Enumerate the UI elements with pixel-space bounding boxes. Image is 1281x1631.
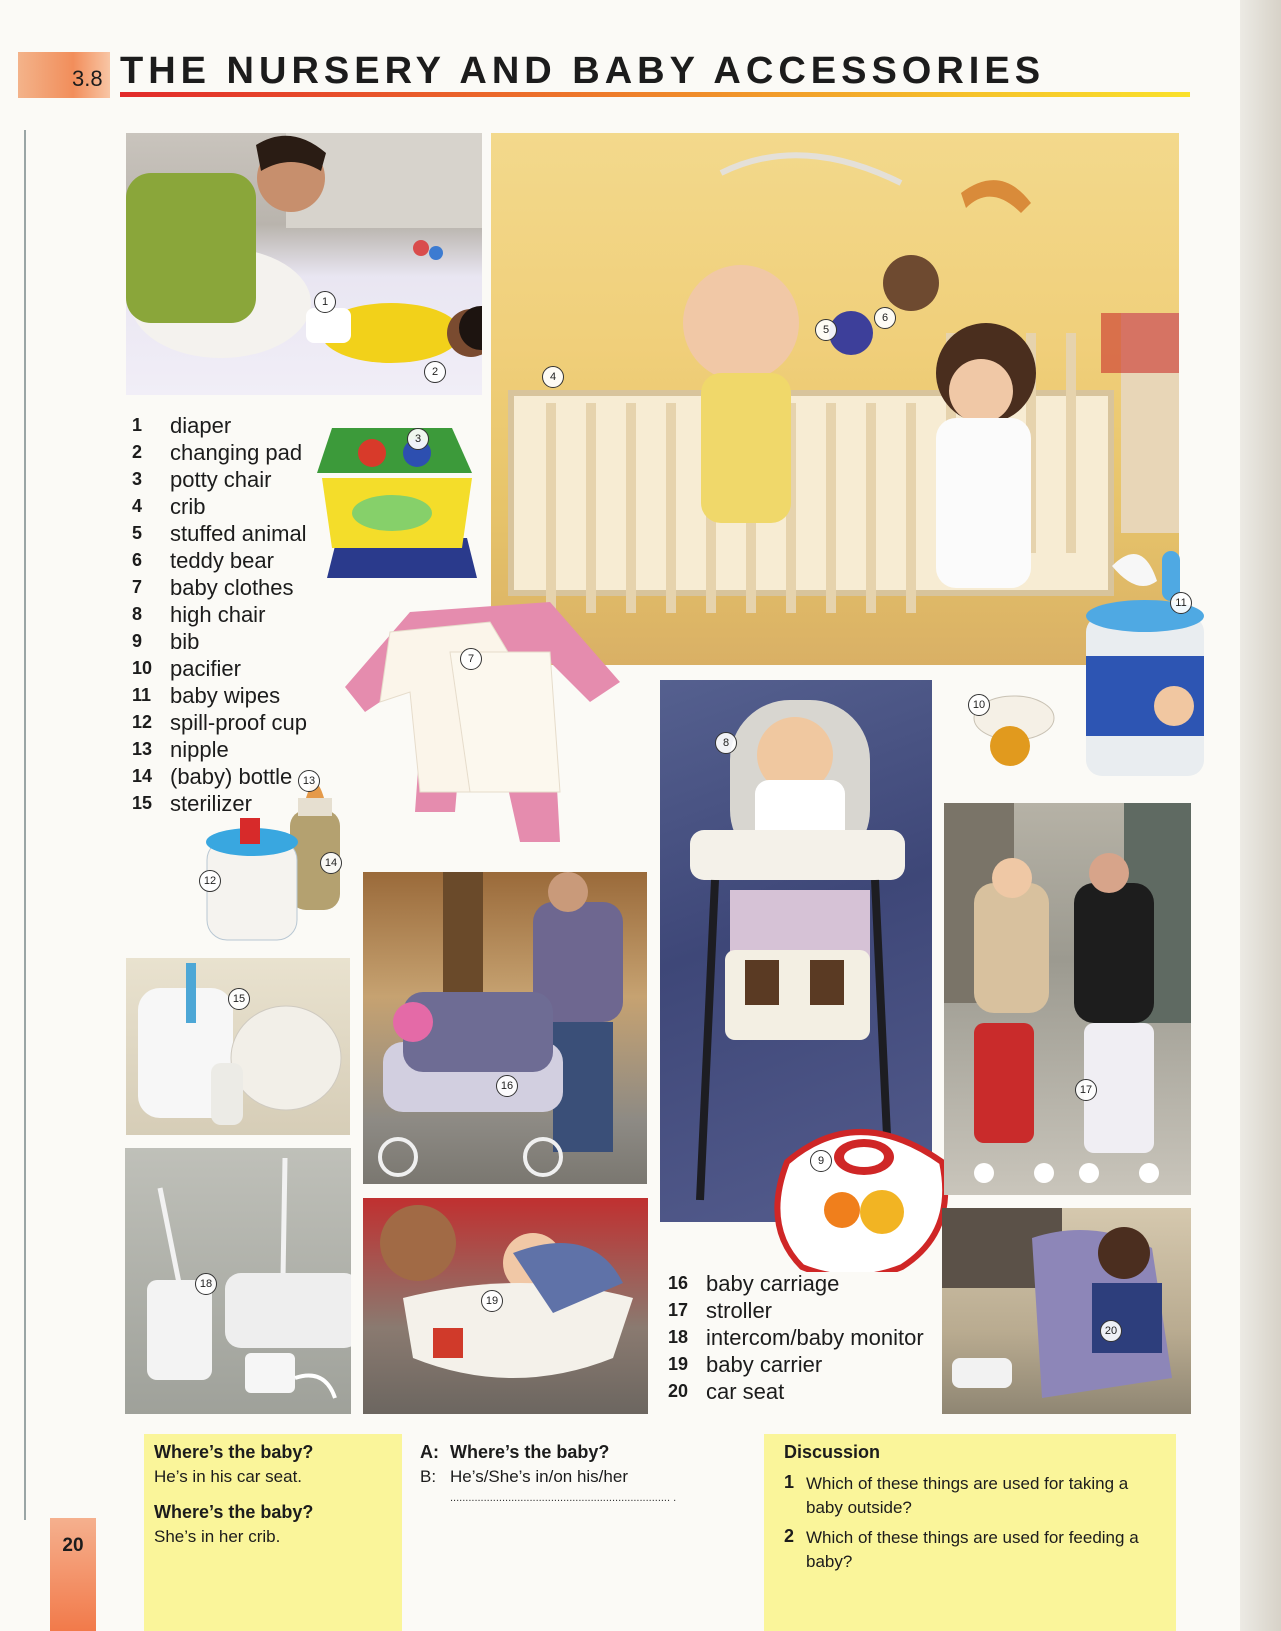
baby-wipes-illustration (1082, 546, 1207, 781)
stroller-illustration (944, 803, 1191, 1195)
tag-12: 12 (199, 870, 221, 892)
vocab-num: 4 (132, 496, 143, 516)
tag-14: 14 (320, 852, 342, 874)
tag-15: 15 (228, 988, 250, 1010)
discussion-item-num: 2 (784, 1526, 795, 1546)
vocab-num: 7 (132, 577, 143, 597)
vocab-num: 5 (132, 523, 143, 543)
vocab-label: diaper (170, 412, 232, 438)
vocab-label: stroller (706, 1297, 773, 1323)
model-answer-2: She’s in her crib. (154, 1527, 281, 1546)
vocab-item (668, 1270, 924, 1297)
model-question-2: Where’s the baby? (154, 1502, 314, 1522)
sterilizer-illustration (126, 958, 350, 1135)
page-edge-shadow (1240, 0, 1281, 1631)
vocab-item (668, 1324, 924, 1351)
vocab-num: 12 (132, 712, 153, 732)
vocab-item (132, 709, 307, 736)
tag-10: 10 (968, 694, 990, 716)
vocab-item (132, 493, 307, 520)
vocab-label: baby clothes (170, 574, 294, 600)
vocab-item (132, 682, 307, 709)
photo-stroller (944, 803, 1191, 1195)
discussion-item-text: Which of these things are used for taking a baby outside? (806, 1474, 1129, 1517)
vocab-item (668, 1351, 924, 1378)
vocab-item (668, 1378, 924, 1405)
vocab-item (132, 547, 307, 574)
vocab-label: (baby) bottle (170, 763, 293, 789)
photo-baby-carriage (363, 872, 647, 1184)
vocab-num: 17 (668, 1300, 689, 1320)
speaker-a-label: A: (420, 1442, 439, 1462)
photo-cup-bottle (182, 770, 354, 945)
vocab-item (132, 466, 307, 493)
vocab-label: intercom/baby monitor (706, 1324, 924, 1350)
baby-carriage-illustration (363, 872, 647, 1184)
vocab-label: baby carriage (706, 1270, 840, 1296)
tag-11: 11 (1170, 592, 1192, 614)
tag-6: 6 (874, 307, 896, 329)
vocab-list-left (132, 412, 307, 817)
vocab-item (132, 520, 307, 547)
photo-changing-diaper (126, 133, 482, 395)
left-margin-rule (24, 130, 26, 1520)
tag-2: 2 (424, 361, 446, 383)
vocab-item (132, 736, 307, 763)
tag-4: 4 (542, 366, 564, 388)
vocab-num: 14 (132, 766, 153, 786)
baby-clothes-illustration (330, 592, 640, 860)
answer-blank: ........................................................................ . (450, 1492, 677, 1504)
page-number: 20 (62, 1535, 84, 1556)
discussion-title: Discussion (784, 1442, 881, 1462)
vocab-num: 16 (668, 1273, 689, 1293)
tag-7: 7 (460, 648, 482, 670)
photo-baby-monitor (125, 1148, 351, 1414)
vocab-num: 11 (132, 685, 152, 705)
baby-monitor-illustration (125, 1148, 351, 1414)
page-title: THE NURSERY AND BABY ACCESSORIES (120, 50, 1046, 92)
vocab-item (132, 439, 307, 466)
car-seat-illustration (942, 1208, 1191, 1414)
tag-17: 17 (1075, 1079, 1097, 1101)
photo-baby-carrier (363, 1198, 648, 1414)
photo-baby-wipes (1082, 546, 1207, 781)
photo-crib (491, 133, 1179, 665)
vocab-num: 13 (132, 739, 153, 759)
title-underline (120, 92, 1190, 97)
vocab-item (132, 628, 307, 655)
practice-dialogue (420, 1442, 750, 1522)
vocab-item (132, 655, 307, 682)
vocab-item (132, 601, 307, 628)
vocab-label: crib (170, 493, 206, 519)
vocab-num: 9 (132, 631, 143, 651)
vocab-label: high chair (170, 601, 266, 627)
vocab-label: baby carrier (706, 1351, 823, 1377)
vocab-num: 2 (132, 442, 143, 462)
vocab-label: stuffed animal (170, 520, 307, 546)
vocab-list-right (668, 1270, 924, 1405)
tag-19: 19 (481, 1290, 503, 1312)
section-number: 3.8 (72, 66, 103, 91)
vocab-label: spill-proof cup (170, 709, 307, 735)
vocab-num: 18 (668, 1327, 689, 1347)
vocab-num: 19 (668, 1354, 689, 1374)
vocab-num: 20 (668, 1381, 689, 1401)
vocab-num: 8 (132, 604, 143, 624)
potty-chair-illustration (312, 418, 488, 598)
tag-13: 13 (298, 770, 320, 792)
model-answer-1: He’s in his car seat. (154, 1467, 303, 1486)
tag-20: 20 (1100, 1320, 1122, 1342)
vocab-num: 15 (132, 793, 153, 813)
tag-16: 16 (496, 1075, 518, 1097)
discussion-item-text: Which of these things are used for feeding a baby? (806, 1528, 1139, 1571)
speaker-b-label: B: (420, 1467, 437, 1486)
tag-3: 3 (407, 428, 429, 450)
photo-baby-clothes (330, 592, 640, 860)
speaker-b-line: He’s/She’s in/on his/her (450, 1467, 628, 1486)
vocab-num: 3 (132, 469, 143, 489)
model-conversation-box (144, 1434, 402, 1631)
photo-car-seat (942, 1208, 1191, 1414)
tag-1: 1 (314, 291, 336, 313)
photo-sterilizer (126, 958, 350, 1135)
model-question-1: Where’s the baby? (154, 1442, 314, 1462)
vocab-label: car seat (706, 1378, 785, 1404)
vocab-label: pacifier (170, 655, 241, 681)
vocab-label: bib (170, 628, 200, 654)
bib-illustration (772, 1122, 952, 1272)
discussion-box (764, 1434, 1176, 1631)
vocab-label: potty chair (170, 466, 272, 492)
crib-illustration (491, 133, 1179, 665)
tag-5: 5 (815, 319, 837, 341)
photo-bib (772, 1122, 952, 1272)
photo-pacifier (962, 688, 1066, 772)
vocab-item (132, 574, 307, 601)
vocab-num: 6 (132, 550, 143, 570)
speaker-a-line: Where’s the baby? (450, 1442, 610, 1462)
diaper-illustration (126, 133, 482, 395)
discussion-item-num: 1 (784, 1472, 795, 1492)
vocab-label: teddy bear (170, 547, 274, 573)
vocab-label: changing pad (170, 439, 303, 465)
vocab-label: sterilizer (170, 790, 252, 816)
vocab-num: 1 (132, 415, 143, 435)
tag-8: 8 (715, 732, 737, 754)
vocab-num: 10 (132, 658, 153, 678)
photo-potty-chair (312, 418, 488, 598)
baby-carrier-illustration (363, 1198, 648, 1414)
vocab-item (132, 412, 307, 439)
tag-9: 9 (810, 1150, 832, 1172)
vocab-item (668, 1297, 924, 1324)
vocab-label: nipple (170, 736, 229, 762)
tag-18: 18 (195, 1273, 217, 1295)
vocab-label: baby wipes (170, 682, 281, 708)
